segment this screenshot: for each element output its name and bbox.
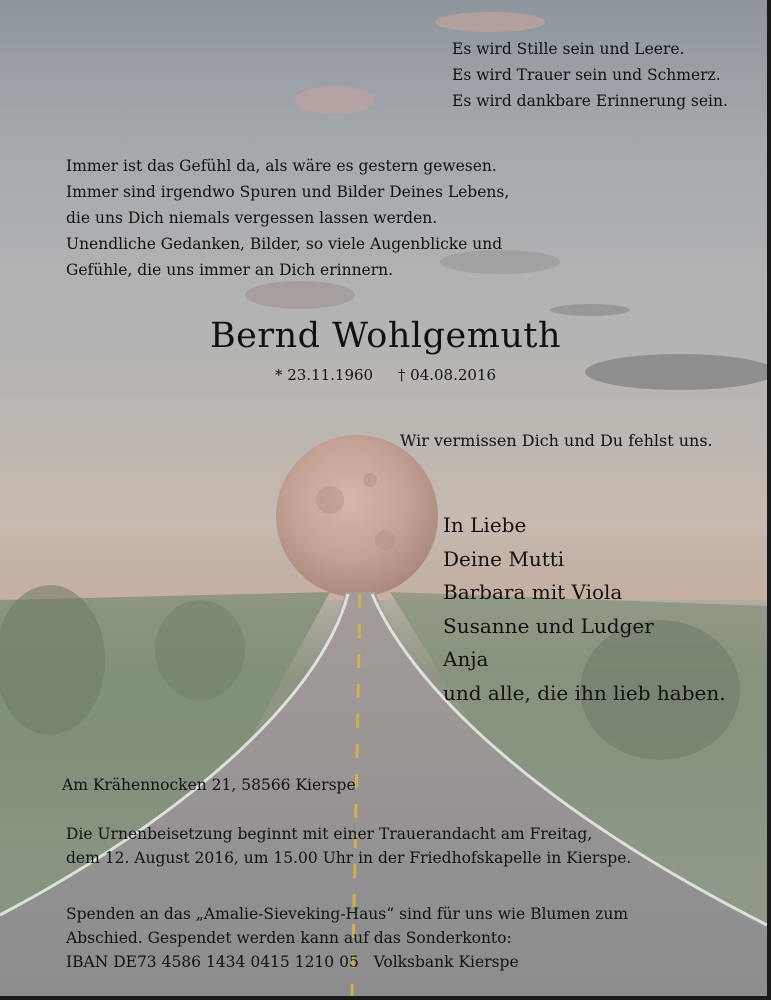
cloud [295, 86, 375, 114]
signature-line: und alle, die ihn lieb haben. [443, 680, 726, 705]
paragraph-line: Immer ist das Gefühl da, als wäre es gestern gewesen. [66, 157, 497, 175]
tree [155, 600, 245, 700]
cloud [550, 304, 630, 316]
deceased-name: Bernd Wohlgemuth [209, 316, 562, 356]
donation-line: Abschied. Gespendet werden kann auf das Sonderkonto: [66, 929, 512, 947]
life-dates [0, 366, 771, 384]
poem [452, 36, 728, 114]
moon-crater [375, 530, 395, 550]
memorial-paragraph [66, 153, 509, 283]
poem-line: Es wird Trauer sein und Schmerz. [452, 66, 721, 84]
donation-line: IBAN DE73 4586 1434 0415 1210 05 Volksbank Kierspe [66, 953, 519, 971]
birth-date: * 23.11.1960 [274, 366, 374, 384]
paragraph-line: die uns Dich niemals vergessen lassen werden. [66, 209, 438, 227]
poem-line: Es wird Stille sein und Leere. [452, 40, 685, 58]
signature-line: Deine Mutti [443, 546, 565, 571]
paragraph-line: Gefühle, die uns immer an Dich erinnern. [66, 261, 394, 279]
tree [0, 585, 105, 735]
ceremony-line: dem 12. August 2016, um 15.00 Uhr in der Friedhofskapelle in Kierspe. [66, 849, 632, 867]
death-date: † 04.08.2016 [397, 366, 497, 384]
cloud [435, 12, 545, 32]
moon-crater [316, 486, 344, 514]
paragraph-line: Immer sind irgendwo Spuren und Bilder Deines Lebens, [66, 183, 510, 201]
signature-line: Susanne und Ludger [443, 613, 654, 638]
signature-line: Barbara mit Viola [443, 580, 623, 604]
signature-line: Anja [443, 647, 489, 671]
ceremony-info [66, 822, 631, 870]
mourners-signature [443, 509, 726, 710]
family-address: Am Krähennocken 21, 58566 Kierspe [62, 776, 356, 794]
paragraph-line: Unendliche Gedanken, Bilder, so viele Augenblicke und [66, 235, 503, 253]
moon [276, 435, 438, 597]
cloud [245, 281, 355, 309]
donation-line: Spenden an das „Amalie-Sieveking-Haus“ sind für uns wie Blumen zum [66, 905, 629, 923]
signature-line: In Liebe [443, 513, 527, 537]
miss-line: Wir vermissen Dich und Du fehlst uns. [400, 431, 713, 450]
poem-line: Es wird dankbare Erinnerung sein. [452, 92, 728, 110]
ceremony-line: Die Urnenbeisetzung beginnt mit einer Trauerandacht am Freitag, [66, 825, 593, 843]
donation-info [66, 902, 628, 974]
moon-crater [363, 473, 377, 487]
